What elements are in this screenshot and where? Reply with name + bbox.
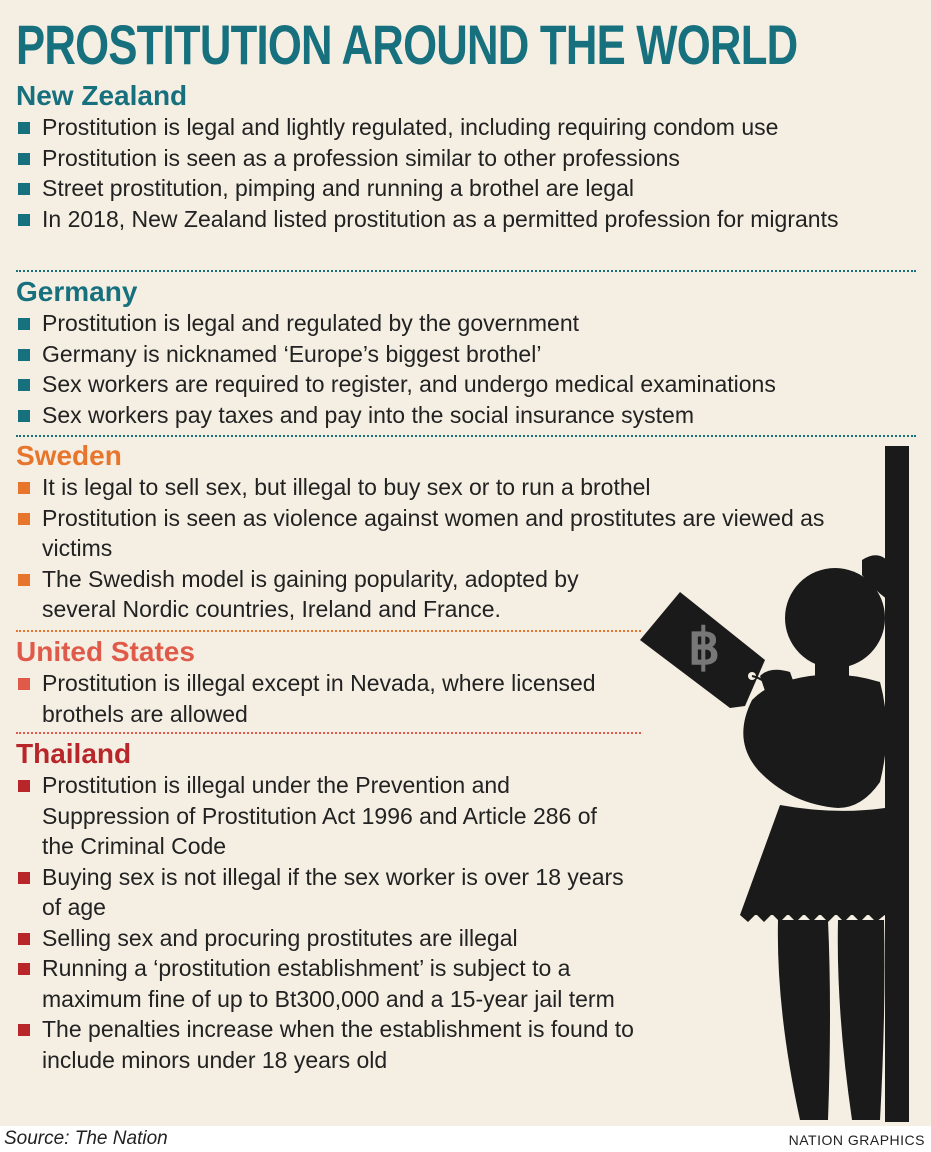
- square-bullet-icon: [18, 872, 30, 884]
- section-heading: Germany: [16, 276, 138, 307]
- item-text: Prostitution is illegal except in Nevada, where licensed brothels are allowed: [42, 670, 596, 727]
- square-bullet-icon: [18, 214, 30, 226]
- item-text: Prostitution is legal and lightly regulated, including requiring condom use: [42, 114, 779, 140]
- bullet-list: [16, 308, 921, 430]
- list-item: [16, 668, 602, 729]
- list-item: [16, 112, 921, 143]
- item-text: Germany is nicknamed ‘Europe’s biggest brothel’: [42, 340, 542, 367]
- item-text: Prostitution is seen as a profession similar to other professions: [42, 144, 680, 171]
- item-text: In 2018, New Zealand listed prostitution as a permitted profession for migrants: [42, 205, 839, 232]
- list-item: [16, 308, 921, 339]
- list-item: [16, 204, 921, 235]
- dotted-divider: [16, 270, 916, 272]
- section-heading: New Zealand: [16, 80, 188, 111]
- item-text: Prostitution is legal and regulated by the government: [42, 310, 579, 336]
- item-text: Sex workers pay taxes and pay into the social insurance system: [42, 401, 694, 428]
- list-item: [16, 770, 632, 862]
- square-bullet-icon: [18, 963, 30, 975]
- head-icon: [785, 568, 885, 668]
- section-heading: Sweden: [16, 440, 122, 471]
- square-bullet-icon: [18, 933, 30, 945]
- square-bullet-icon: [18, 678, 30, 690]
- page-title: PROSTITUTION AROUND THE WORLD: [16, 13, 798, 76]
- item-text: Selling sex and procuring prostitutes are illegal: [42, 924, 518, 951]
- square-bullet-icon: [18, 349, 30, 361]
- square-bullet-icon: [18, 482, 30, 494]
- dotted-divider: [16, 435, 916, 437]
- list-item: [16, 400, 921, 431]
- item-text: Buying sex is not illegal if the sex worker is over 18 years of age: [42, 863, 624, 920]
- square-bullet-icon: [18, 318, 30, 330]
- bullet-list: [16, 668, 636, 729]
- list-item: [16, 143, 921, 174]
- square-bullet-icon: [18, 574, 30, 586]
- bullet-list: [16, 770, 636, 1075]
- square-bullet-icon: [18, 1024, 30, 1036]
- item-text: It is legal to sell sex, but illegal to buy sex or to run a brothel: [42, 474, 651, 500]
- item-text: Running a ‘prostitution establishment’ is subject to a maximum fine of up to Bt300,000 and a 15-year jail term: [42, 955, 615, 1012]
- section-heading: Thailand: [16, 738, 132, 769]
- source-caption: Source: The Nation: [4, 1128, 168, 1149]
- item-text: Prostitution is seen as violence against women and prostitutes are viewed as victims: [42, 504, 825, 561]
- list-item: [16, 564, 642, 625]
- bullet-list: [16, 112, 921, 234]
- item-text: The Swedish model is gaining popularity, adopted by several Nordic countries, Ireland and France.: [42, 565, 579, 622]
- woman-silhouette-icon: [630, 440, 931, 1126]
- section-united-states: [16, 636, 636, 729]
- square-bullet-icon: [18, 379, 30, 391]
- item-text: The penalties increase when the establishment is found to include minors under 18 years old: [42, 1016, 634, 1073]
- dotted-divider: [16, 630, 641, 632]
- item-text: Prostitution is illegal under the Prevention and Suppression of Prostitution Act 1996 and Article 286 of the Criminal Code: [42, 772, 597, 859]
- list-item: [16, 923, 632, 954]
- list-item: [16, 862, 632, 923]
- item-text: Sex workers are required to register, and undergo medical examinations: [42, 371, 776, 397]
- section-thailand: [16, 738, 636, 1075]
- square-bullet-icon: [18, 153, 30, 165]
- section-new-zealand: [16, 80, 921, 234]
- list-item: [16, 1014, 642, 1075]
- item-text: Street prostitution, pimping and running a brothel are legal: [42, 175, 634, 201]
- list-item: [16, 339, 921, 370]
- dotted-divider: [16, 732, 641, 734]
- graphics-credit: NATION GRAPHICS: [788, 1132, 925, 1148]
- square-bullet-icon: [18, 122, 30, 134]
- section-heading: United States: [16, 636, 195, 667]
- section-germany: [16, 276, 921, 430]
- square-bullet-icon: [18, 410, 30, 422]
- square-bullet-icon: [18, 513, 30, 525]
- baht-symbol-icon: ฿: [688, 619, 720, 675]
- list-item: [16, 369, 921, 400]
- post-icon: [885, 446, 909, 1122]
- list-item: [16, 953, 632, 1014]
- list-item: [16, 173, 921, 204]
- square-bullet-icon: [18, 780, 30, 792]
- square-bullet-icon: [18, 183, 30, 195]
